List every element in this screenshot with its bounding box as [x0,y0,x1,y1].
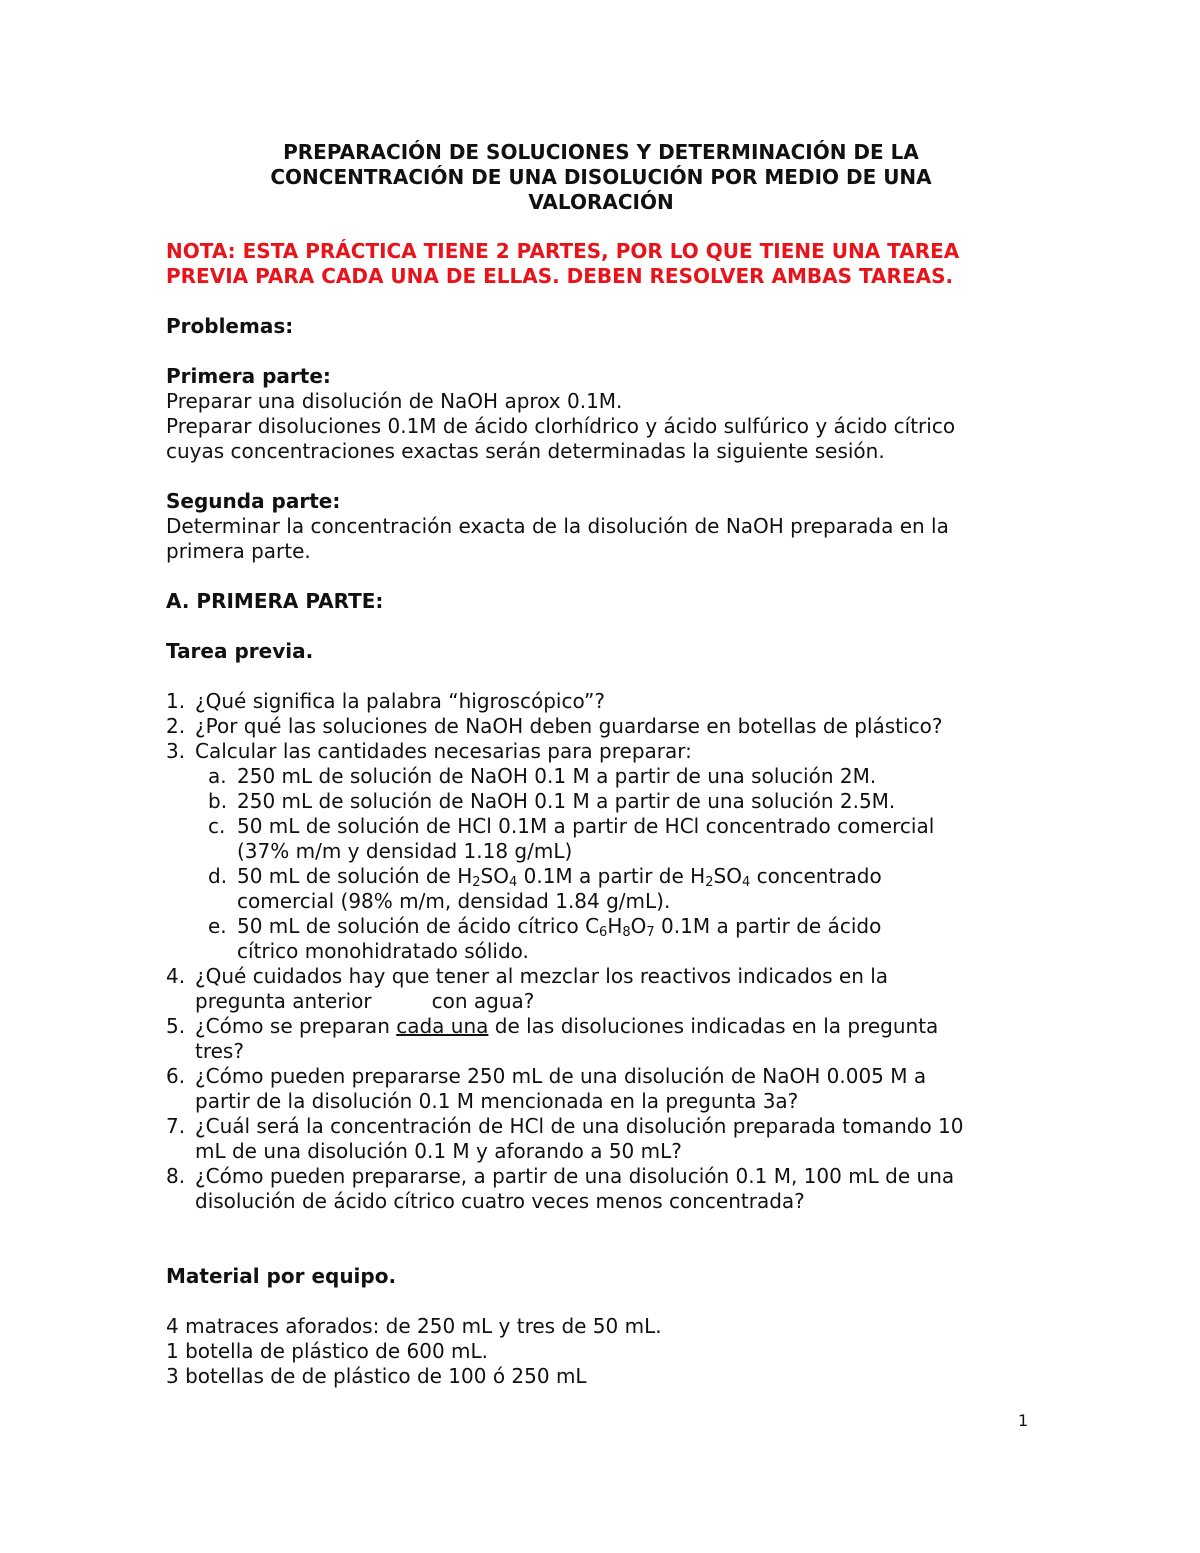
question-text: ¿Por qué las soluciones de NaOH deben guardarse en botellas de plástico? [195,714,943,738]
question-text-line-1: ¿Cómo pueden prepararse 250 mL de una disolución de NaOH 0.005 M a [195,1064,927,1088]
title-line-1: PREPARACIÓN DE SOLUCIONES Y DETERMINACIÓN DE LA [283,140,919,164]
title-line-2: CONCENTRACIÓN DE UNA DISOLUCIÓN POR MEDIO DE UNA [270,165,932,189]
problemas-heading: Problemas: [166,314,294,338]
question-text-line-2: mL de una disolución 0.1 M y aforando a 50 mL? [195,1139,682,1163]
question-6 [166,1064,1036,1114]
material-item-1: 4 matraces aforados: de 250 mL y tres de 50 mL. [166,1314,662,1338]
sub-letter: b. [208,789,228,813]
question-text-line-2: partir de la disolución 0.1 M mencionada en la pregunta 3a? [195,1089,799,1113]
page-content [166,140,1036,1389]
sub-text-line-1: 50 mL de solución de ácido cítrico $C_6H_8O_7$ 0.1M a partir de ácido [237,914,882,940]
section-a-heading: A. PRIMERA PARTE: [166,589,384,613]
sub-text-line-2: (37% m/m y densidad 1.18 g/mL) [237,839,573,863]
sub-text-line-2: comercial (98% m/m, densidad 1.84 g/mL). [237,889,671,913]
sub-letter: d. [208,864,228,888]
material-item-2: 1 botella de plástico de 600 mL. [166,1339,489,1363]
question-text-line-2: pregunta anterior con agua? [195,989,535,1013]
sub-letter: e. [208,914,227,938]
segunda-parte-heading: Segunda parte: [166,489,341,513]
primera-parte-heading: Primera parte: [166,364,331,388]
sub-letter: a. [208,764,227,788]
question-text-line-1: ¿Cómo pueden prepararse, a partir de una disolución 0.1 M, 100 mL de una [195,1164,955,1188]
page-number: 1 [1018,1411,1029,1430]
question-4 [166,964,1036,1014]
document-title [166,140,1036,215]
material-heading: Material por equipo. [166,1264,397,1288]
question-text-line-1: ¿Cuál será la concentración de HCl de una disolución preparada tomando 10 [195,1114,964,1138]
segunda-parte-line-2: primera parte. [166,539,311,563]
sub-text-line-1: 50 mL de solución de $H_2SO_4$ 0.1M a partir de $H_2SO_4$ concentrado [237,864,882,890]
question-number: 7. [166,1114,186,1138]
question-number: 8. [166,1164,186,1188]
sub-text-line-2: cítrico monohidratado sólido. [237,939,529,963]
questions-list [166,689,1036,764]
sub-letter: c. [208,814,226,838]
question-3c [166,814,1036,864]
note-line-1: NOTA: ESTA PRÁCTICA TIENE 2 PARTES, POR LO QUE TIENE UNA TAREA [166,239,960,263]
question-number: 5. [166,1014,186,1038]
segunda-parte-line-1: Determinar la concentración exacta de la disolución de NaOH preparada en la [166,514,949,538]
question-number: 4. [166,964,186,988]
question-5 [166,1014,1036,1064]
material-item-3: 3 botellas de de plástico de 100 ó 250 mL [166,1364,587,1388]
question-3 [166,739,1036,764]
question-7 [166,1114,1036,1164]
question-text: Calcular las cantidades necesarias para preparar: [195,739,692,763]
question-text: ¿Qué significa la palabra “higroscópico”? [195,689,605,713]
question-3d [166,864,1036,914]
title-line-3: VALORACIÓN [528,190,674,214]
question-2 [166,714,1036,739]
question-3a [166,764,1036,789]
question-3-sublist [166,764,1036,964]
question-8 [166,1164,1036,1214]
note-warning [166,239,1036,289]
question-text-line-2: tres? [195,1039,244,1063]
question-number: 1. [166,689,186,713]
question-text-line-2: disolución de ácido cítrico cuatro veces menos concentrada? [195,1189,805,1213]
question-number: 6. [166,1064,186,1088]
question-number: 2. [166,714,186,738]
question-text-line-1: ¿Cómo se preparan cada una de las disoluciones indicadas en la pregunta [195,1014,939,1038]
question-1 [166,689,1036,714]
sub-text: 250 mL de solución de NaOH 0.1 M a partir de una solución 2.5M. [237,789,896,813]
question-number: 3. [166,739,186,763]
question-3b [166,789,1036,814]
tarea-previa-heading: Tarea previa. [166,639,314,663]
primera-parte-line-2: Preparar disoluciones 0.1M de ácido clorhídrico y ácido sulfúrico y ácido cítrico [166,414,956,438]
note-line-2: PREVIA PARA CADA UNA DE ELLAS. DEBEN RESOLVER AMBAS TAREAS. [166,264,954,288]
question-text-line-1: ¿Qué cuidados hay que tener al mezclar los reactivos indicados en la [195,964,889,988]
questions-list-continued [166,964,1036,1214]
sub-text-line-1: 50 mL de solución de HCl 0.1M a partir de HCl concentrado comercial [237,814,935,838]
primera-parte-line-3: cuyas concentraciones exactas serán determinadas la siguiente sesión. [166,439,885,463]
sub-text: 250 mL de solución de NaOH 0.1 M a partir de una solución 2M. [237,764,877,788]
primera-parte-line-1: Preparar una disolución de NaOH aprox 0.1M. [166,389,623,413]
question-3e [166,914,1036,964]
